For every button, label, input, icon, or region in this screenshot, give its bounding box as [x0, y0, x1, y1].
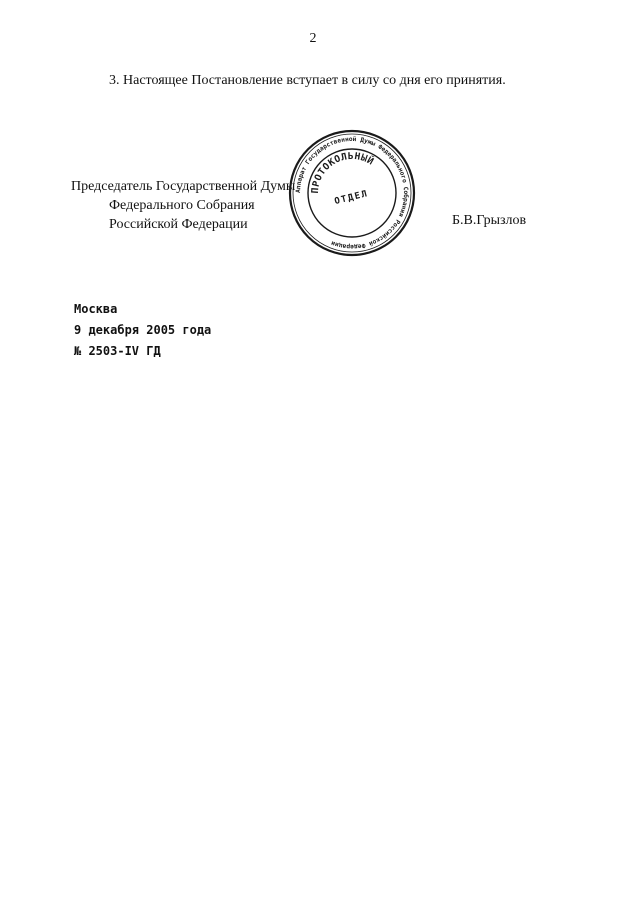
- document-date: 9 декабря 2005 года: [74, 323, 212, 337]
- signatory-title-line-2: Федерального Собрания: [109, 198, 255, 213]
- document-number: № 2503-IV ГД: [74, 344, 161, 358]
- stamp-inner-bottom-text: ОТДЕЛ: [333, 189, 370, 208]
- signatory-name: Б.В.Грызлов: [452, 213, 527, 228]
- clause-3-text: 3. Настоящее Постановление вступает в силу со дня его принятия.: [109, 73, 506, 88]
- official-stamp: [287, 128, 417, 258]
- document-meta: [74, 299, 211, 362]
- page-number: 2: [309, 31, 317, 46]
- stamp-outer-text: Аппарат Государственной Думы Федерального Собрания Российской Федерации: [294, 135, 410, 251]
- signature-block: [71, 177, 295, 234]
- document-city: Москва: [74, 302, 118, 316]
- signatory-title-line-1: Председатель Государственной Думы: [71, 179, 296, 194]
- stamp-inner-top-text: ПРОТОКОЛЬНЫЙ: [309, 150, 376, 194]
- signatory-title-line-3: Российской Федерации: [109, 217, 248, 232]
